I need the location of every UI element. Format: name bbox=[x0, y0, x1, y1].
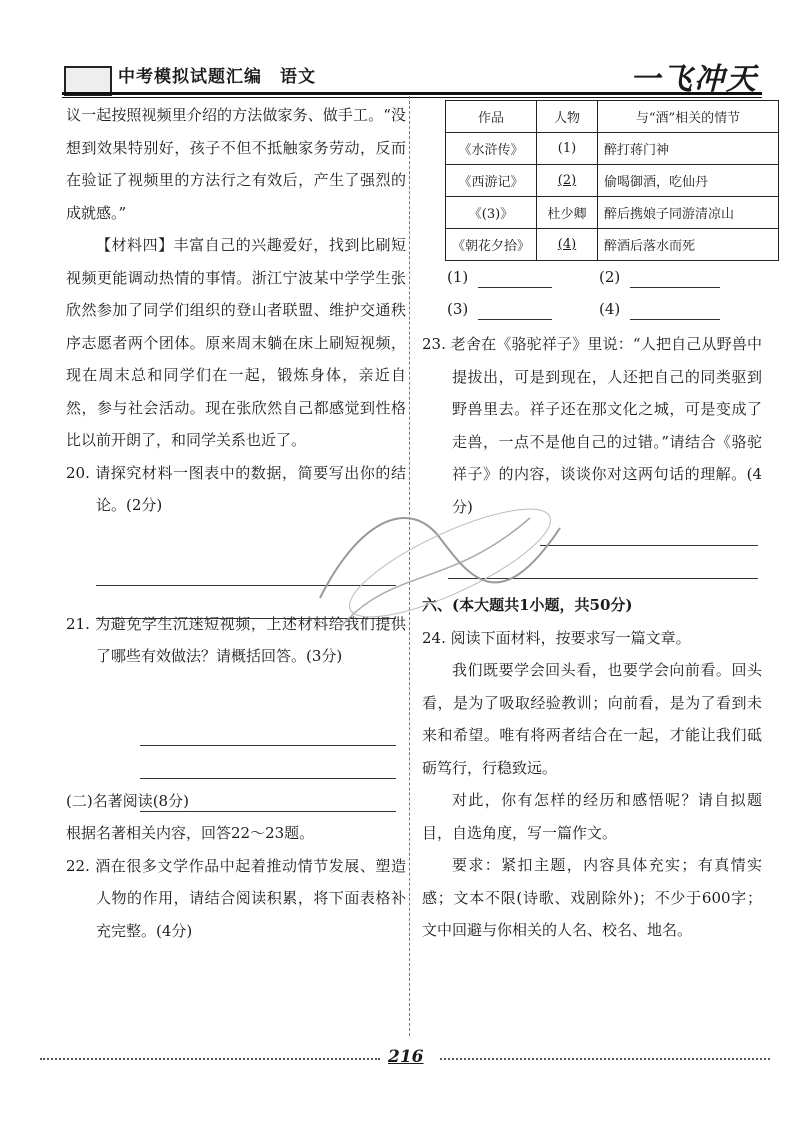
blank-label: (2) bbox=[599, 268, 621, 286]
table-cell: (2) bbox=[537, 165, 598, 197]
table-cell: 醉酒后落水而死 bbox=[598, 229, 779, 261]
table-row bbox=[446, 229, 779, 261]
answer-line[interactable] bbox=[140, 745, 396, 746]
header-rule-thin bbox=[62, 97, 762, 98]
wine-plot-table bbox=[445, 100, 779, 261]
writing-material: 我们既要学会回头看，也要学会向前看。回头看，是为了吸取经验教训；向前看，是为了看到未来和希望。唯有将两者结合在一起，才能让我们砥砺笃行，行稳致远。 bbox=[422, 661, 762, 777]
table-header: 人物 bbox=[537, 101, 598, 133]
table-header: 与“酒”相关的情节 bbox=[598, 101, 779, 133]
answer-line[interactable] bbox=[140, 778, 396, 779]
table-row bbox=[446, 133, 779, 165]
footer-dotted-line bbox=[40, 1058, 380, 1060]
blank-label: (3) bbox=[447, 300, 469, 318]
table-row bbox=[446, 197, 779, 229]
table-cell: 醉打蒋门神 bbox=[598, 133, 779, 165]
table-header-row bbox=[446, 101, 779, 133]
subject-label: 语文 bbox=[280, 67, 316, 87]
answer-blank-3[interactable] bbox=[478, 319, 552, 320]
table-cell: 《(3)》 bbox=[446, 197, 537, 229]
answer-blank-4[interactable] bbox=[630, 319, 720, 320]
page-header bbox=[118, 62, 316, 87]
table-cell: 偷喝御酒，吃仙丹 bbox=[598, 165, 779, 197]
question-24: 24. 阅读下面材料，按要求写一篇文章。 bbox=[422, 628, 691, 647]
table-cell: 醉后携娘子同游清凉山 bbox=[598, 197, 779, 229]
question-23: 23. 老舍在《骆驼祥子》里说：“人把自己从野兽中提拔出，可是到现在，人还把自己的同类驱到野兽里去。祥子还在那文化之城，可是变成了走兽，一点不是他自己的过错。”请结合《骆驼祥子》的内容，谈谈你对这两句话的理解。(4分) bbox=[422, 335, 762, 516]
table-cell: 《朝花夕拾》 bbox=[446, 229, 537, 261]
page-number: 216 bbox=[388, 1047, 424, 1067]
table-cell: (1) bbox=[537, 133, 598, 165]
header-rule bbox=[62, 92, 762, 95]
answer-blank-1[interactable] bbox=[478, 287, 552, 288]
answer-area-21 bbox=[66, 673, 406, 785]
series-title: 中考模拟试题汇编 bbox=[118, 67, 262, 87]
material-3-tail: 议一起按照视频里介绍的方法做家务、做手工。“没想到效果特别好，孩子不但不抵触家务劳动，反而在验证了视频里的方法行之有效后，产生了强烈的成就感。” bbox=[66, 106, 406, 222]
writing-requirements: 要求：紧扣主题，内容具体充实；有真情实感；文本不限(诗歌、戏剧除外)；不少于600字；文中回避与你相关的人名、校名、地名。 bbox=[422, 856, 762, 939]
question-22: 22. 酒在很多文学作品中起着推动情节发展、塑造人物的作用，请结合阅读积累，将下面表格补充完整。(4分) bbox=[66, 856, 406, 940]
table-header: 作品 bbox=[446, 101, 537, 133]
table-row bbox=[446, 165, 779, 197]
answer-blank-2[interactable] bbox=[630, 287, 720, 288]
writing-section-heading: 六、(本大题共1小题，共50分) bbox=[422, 596, 633, 614]
footer-dotted-line bbox=[440, 1058, 770, 1060]
answer-line[interactable] bbox=[140, 811, 396, 812]
table-cell: 《水浒传》 bbox=[446, 133, 537, 165]
writing-prompt: 对此，你有怎样的经历和感悟呢？请自拟题目，自选角度，写一篇作文。 bbox=[422, 791, 762, 842]
question-20: 20. 请探究材料一图表中的数据，简要写出你的结论。(2分) bbox=[66, 463, 406, 514]
table-cell: 杜少卿 bbox=[537, 197, 598, 229]
section-2-intro: 根据名著相关内容，回答22～23题。 bbox=[66, 824, 315, 842]
table-cell: 《西游记》 bbox=[446, 165, 537, 197]
section-2-heading: (二)名著阅读(8分) bbox=[66, 791, 189, 810]
table-cell: (4) bbox=[537, 229, 598, 261]
signature-watermark bbox=[300, 478, 580, 648]
blank-label: (1) bbox=[447, 268, 469, 286]
material-4: 【材料四】丰富自己的兴趣爱好，找到比刷短视频更能调动热情的事情。浙江宁波某中学学生张欣然参加了同学们组织的登山者联盟、维护交通秩序志愿者两个团体。原来周末躺在床上刷短视频，现在周末总和同学们在一起，锻炼身体，亲近自然，参与社会活动。现在张欣然自己都感觉到性格比以前开朗了，和同学关系也近了。 bbox=[66, 236, 406, 449]
brand-logo-text: 一飞冲天 bbox=[630, 62, 758, 97]
blank-label: (4) bbox=[599, 300, 621, 318]
question-21: 21. 为避免学生沉迷短视频，上述材料给我们提供了哪些有效做法？请概括回答。(3分) bbox=[66, 614, 406, 665]
